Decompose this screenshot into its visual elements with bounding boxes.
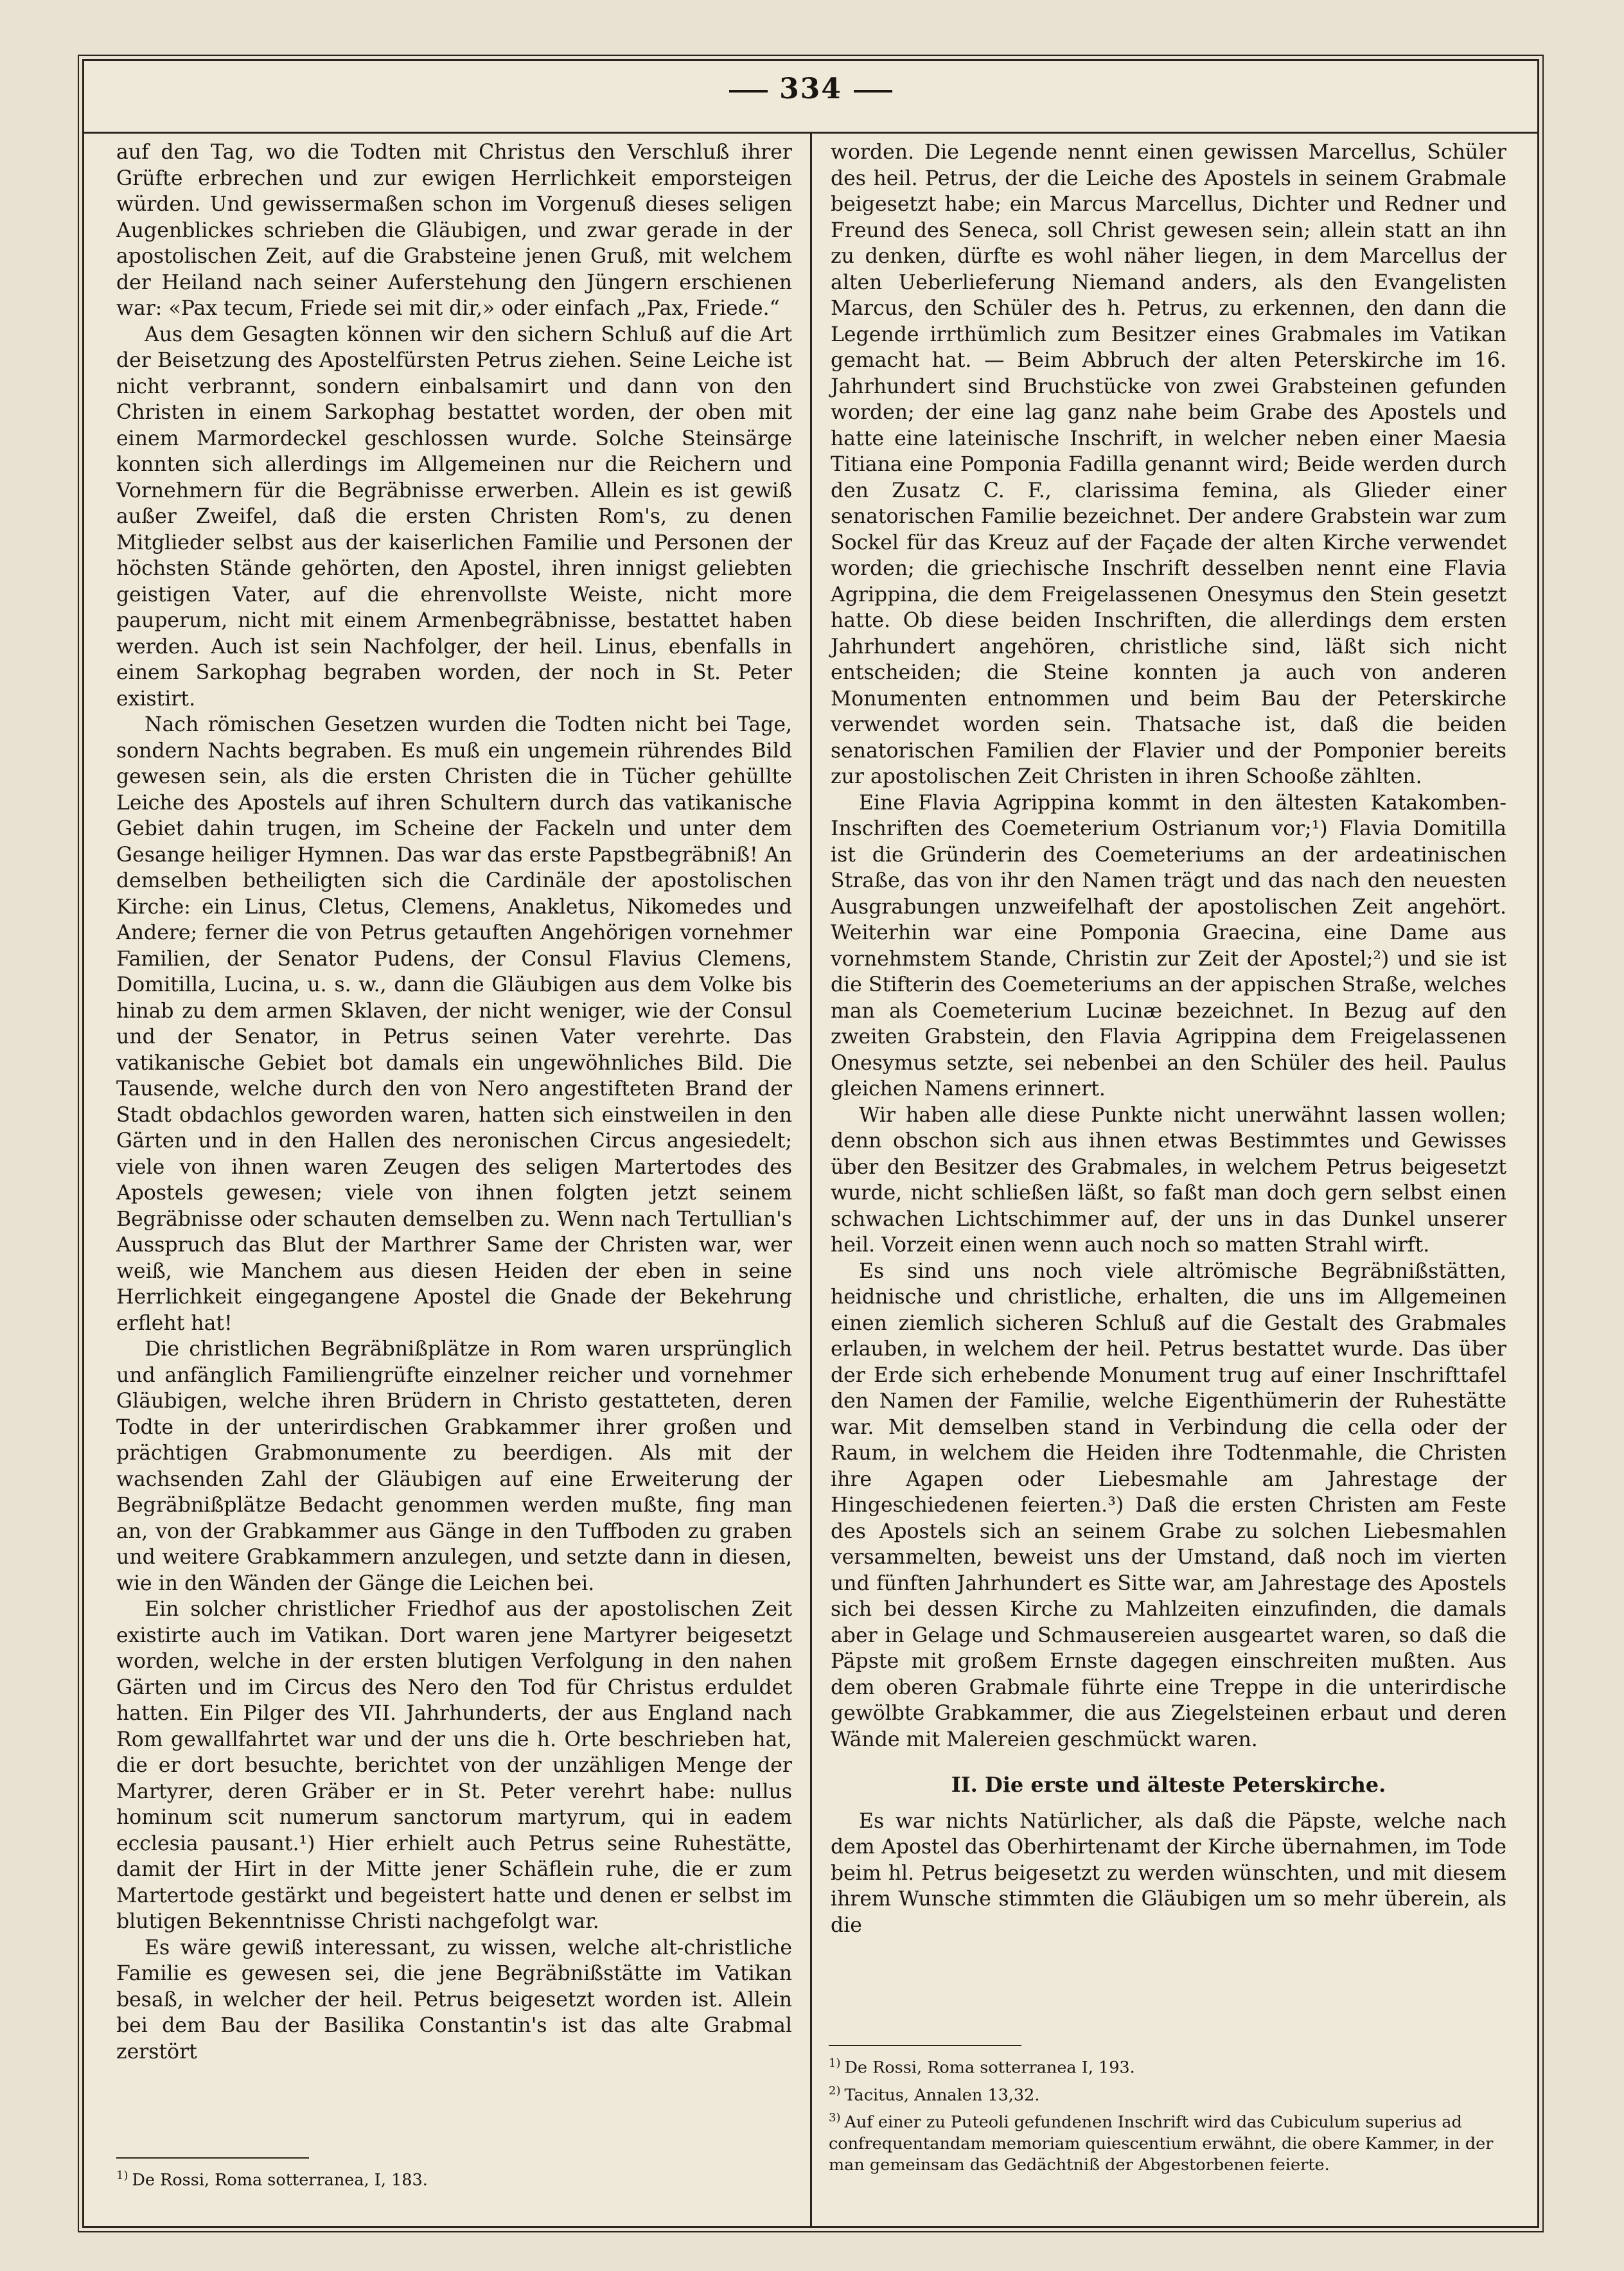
paragraph: Wir haben alle diese Punkte nicht unerwähnt lassen wollen; denn obschon sich aus ihnen etwas Bestimmtes und Gewisses über den Besitzer des Grabmales, in welchem Petrus beigesetzt wurde, nicht schließen läßt, so faßt man doch gern selbst einen schwachen Lichtschimmer auf, der uns in das Dunkel unserer heil. Vorzeit einen wenn auch noch so matten Strahl wirft. [831, 1103, 1506, 1257]
footnote-number: 2) [829, 2083, 841, 2098]
footnote [116, 2165, 792, 2191]
footnote-text: De Rossi, Roma sotterranea I, 193. [844, 2058, 1135, 2078]
footnote-number: 1) [116, 2169, 128, 2182]
header-dash-left [729, 90, 768, 93]
footnote-text: Auf einer zu Puteoli gefundenen Inschrift wird das Cubiculum superius ad confrequentandam memoriam quiescentium erwähnt, die obere Kammer, in der man gemeinsam das Gedächtniß der Abgestorbenen feierte. [829, 2112, 1494, 2175]
left-column [116, 139, 792, 2169]
right-column [831, 139, 1506, 2169]
paragraph: Es war nichts Natürlicher, als daß die Päpste, welche nach dem Apostel das Oberhirtenamt der Kirche übernahmen, im Tode beim hl. Petrus beigesetzt zu werden wünschten, und mit diesem ihrem Wunsche stimmten die Gläubigen um so mehr überein, als die [831, 1809, 1506, 1937]
paragraph: Es sind uns noch viele altrömische Begräbnißstätten, heidnische und christliche, erhalten, die uns im Allgemeinen einen ziemlich sicheren Schluß auf die Gestalt des Grabmales erlauben, in welchem der heil. Petrus bestattet wurde. Das über der Erde sich erhebende Monument trug auf einer Inschrifttafel den Namen der Familie, welche Eigenthümerin der Ruhestätte war. Mit demselben stand in Verbindung die cella oder der Raum, in welchem die Heiden ihre Todtenmahle, die Christen ihre Agapen oder Liebesmahle am Jahrestage der Hingeschiedenen feierten.³) Daß die ersten Christen am Feste des Apostels sich an seinem Grabe zu solchen Liebesmahlen versammelten, beweist uns der Umstand, daß noch im vierten und fünften Jahrhundert es Sitte war, am Jahrestage des Apostels sich bei dessen Kirche zu Mahlzeiten einzufinden, die damals aber in Gelage und Schmausereien ausgeartet waren, so daß die Päpste mit großem Ernste dagegen einschreiten mußten. Aus dem oberen Grabmale führte eine Treppe in die unterirdische gewölbte Grabkammer, die aus Ziegelsteinen erbaut und deren Wände mit Malereien geschmückt waren. [831, 1259, 1506, 1751]
paragraph: auf den Tag, wo die Todten mit Christus den Verschluß ihrer Grüfte erbrechen und zur ewigen Herrlichkeit emporsteigen würden. Und gewissermaßen schon im Vorgenuß dieses seligen Augenblickes schrieben die Gläubigen, und zwar gerade in der apostolischen Zeit, auf die Grabsteine jenen Gruß, mit welchem der Heiland nach seiner Auferstehung den Jüngern erschienen war: «Pax tecum, Friede sei mit dir,» oder einfach „Pax, Friede.“ [116, 141, 792, 320]
footnote [829, 2107, 1505, 2176]
column-divider [810, 134, 812, 2226]
footnote [829, 2053, 1505, 2079]
paragraph: Die christlichen Begräbnißplätze in Rom waren ursprünglich und anfänglich Familiengrüfte einzelner reicher und vornehmer Gläubigen, welche ihren Brüdern in Christo gestatteten, deren Todte in der unterirdischen Grabkammer ihrer großen und prächtigen Grabmonumente zu beerdigen. Als mit der wachsenden Zahl der Gläubigen auf eine Erweiterung der Begräbnißplätze Bedacht genommen werden mußte, fing man an, von der Grabkammer aus Gänge in den Tuffboden zu graben und weitere Grabkammern anzulegen, und setzte dann in diesen, wie in den Wänden der Gänge die Leichen bei. [116, 1338, 792, 1595]
paragraph: Ein solcher christlicher Friedhof aus der apostolischen Zeit existirte auch im Vatikan. Dort waren jene Martyrer beigesetzt worden, welche in der ersten blutigen Verfolgung in den nahen Gärten und im Circus des Nero den Tod für Christus erduldet hatten. Ein Pilger des VII. Jahrhunderts, der aus England nach Rom gewallfahrtet war und der uns die h. Orte beschrieben hat, die er dort besuchte, berichtet von der unzähligen Menge der Martyrer, deren Gräber er in St. Peter verehrt habe: nullus hominum scit numerum sanctorum martyrum, qui in eadem ecclesia pausant.¹) Hier erhielt auch Petrus seine Ruhestätte, damit der Hirt in der Mitte jener Schäflein ruhe, die er zum Martertode gestärkt und begeistert hatte und denen er selbst im blutigen Bekenntnisse Christi nachgefolgt war. [116, 1598, 792, 1933]
page-frame [82, 59, 1539, 2228]
footnote-number: 1) [829, 2056, 841, 2070]
footnote-rule [116, 2157, 309, 2159]
paragraph: Nach römischen Gesetzen wurden die Todten nicht bei Tage, sondern Nachts begraben. Es muß ein ungemein rührendes Bild gewesen sein, als die ersten Christen die in Tücher gehüllte Leiche des Apostels auf ihren Schultern durch das vatikanische Gebiet dahin trugen, im Scheine der Fackeln und unter dem Gesange heiliger Hymnen. Das war das erste Papstbegräbniß! An demselben betheiligten sich die Cardinäle der apostolischen Kirche: ein Linus, Cletus, Clemens, Anakletus, Nikomedes und Andere; ferner die von Petrus getauften Angehörigen vornehmer Familien, der Senator Pudens, der Consul Flavius Clemens, Domitilla, Lucina, u. s. w., dann die Gläubigen aus dem Volke bis hinab zu dem armen Sklaven, der nicht weniger, wie der Consul und der Senator, in Petrus seinen Vater verehrte. Das vatikanische Gebiet bot damals ein ungewöhnliches Bild. Die Tausende, welche durch den von Nero angestifteten Brand der Stadt obdachlos geworden waren, hatten sich einstweilen in den Gärten und in den Hallen des neronischen Circus angesiedelt; viele von ihnen waren Zeugen des seligen Martertodes des Apostels gewesen; viele von ihnen folgten jetzt seinem Begräbnisse oder schauten demselben zu. Wenn nach Tertullian's Ausspruch das Blut der Marthrer Same der Christen war, wer weiß, wie Manchem aus diesen Heiden der eben in seine Herrlichkeit eingegangene Apostel die Gnade der Bekehrung erfleht hat! [116, 713, 792, 1335]
footnote-rule [829, 2045, 1021, 2046]
paragraph: worden. Die Legende nennt einen gewissen Marcellus, Schüler des heil. Petrus, der die Leiche des Apostels in seinem Grabmale beigesetzt habe; ein Marcus Marcellus, Dichter und Redner und Freund des Seneca, soll Christ gewesen sein; allein statt an ihn zu denken, dürfte es wohl näher liegen, in dem Marcellus der alten Ueberlieferung Niemand anders, als den Evangelisten Marcus, den Schüler des h. Petrus, zu erkennen, den dann die Legende irrthümlich zum Besitzer eines Grabmales im Vatikan gemacht hat. — Beim Abbruch der alten Peterskirche im 16. Jahrhundert sind Bruchstücke von zwei Grabsteinen gefunden worden; der eine lag ganz nahe beim Grabe des Apostels und hatte eine lateinische Inschrift, in welcher neben einer Maesia Titiana eine Pomponia Fadilla genannt wird; Beide werden durch den Zusatz C. F., clarissima femina, als Glieder einer senatorischen Familie bezeichnet. Der andere Grabstein war zum Sockel für das Kreuz auf der Façade der alten Kirche verwendet worden; die griechische Inschrift desselben nennt eine Flavia Agrippina, die dem Freigelassenen Onesymus den Stein gesetzt hatte. Ob diese beiden Inschriften, die allerdings dem ersten Jahrhundert angehören, christliche sind, läßt sich nicht entscheiden; die Steine konnten ja auch von anderen Monumenten entnommen und beim Bau der Peterskirche verwendet worden sein. Thatsache ist, daß die beiden senatorischen Familien der Flavier und der Pomponier bereits zur apostolischen Zeit Christen in ihren Schooße zählten. [831, 141, 1506, 788]
footnote-text: De Rossi, Roma sotterranea, I, 183. [132, 2170, 428, 2190]
left-footnotes [116, 2139, 792, 2193]
footnote-text: Tacitus, Annalen 13,32. [844, 2085, 1040, 2105]
footnote [829, 2080, 1505, 2107]
page-number: 334 [779, 73, 842, 105]
page-header [84, 73, 1537, 105]
paragraph: Aus dem Gesagten können wir den sichern Schluß auf die Art der Beisetzung des Apostelfürsten Petrus ziehen. Seine Leiche ist nicht verbrannt, sondern einbalsamirt und dann von den Christen in einem Sarkophag bestattet worden, der oben mit einem Marmordeckel geschlossen wurde. Solche Steinsärge konnten sich allerdings im Allgemeinen nur die Reichern und Vornehmern für die Begräbnisse erwerben. Allein es ist gewiß außer Zweifel, daß die ersten Christen Rom's, zu denen Mitglieder selbst aus der kaiserlichen Familie und Personen der höchsten Stände gehörten, den Apostel, ihren innigst geliebten geistigen Vater, auf die ehrenvollste Weiste, nicht more pauperum, nicht mit einem Armenbegräbnisse, bestattet haben werden. Auch ist sein Nachfolger, der heil. Linus, ebenfalls in einem Sarkophag begraben worden, der noch in St. Peter existirt. [116, 323, 792, 711]
section-heading: II. Die erste und älteste Peterskirche. [951, 1772, 1386, 1797]
paragraph: Es wäre gewiß interessant, zu wissen, welche alt-christliche Familie es gewesen sei, die jene Begräbnißstätte im Vatikan besaß, in welcher der heil. Petrus beigesetzt worden ist. Allein bei dem Bau der Basilika Constantin's ist das alte Grabmal zerstört [116, 1936, 792, 2063]
header-dash-right [854, 90, 892, 93]
right-footnotes [829, 2027, 1505, 2177]
footnote-number: 3) [829, 2111, 841, 2125]
paragraph: Eine Flavia Agrippina kommt in den ältesten Katakomben-Inschriften des Coemeterium Ostrianum vor;¹) Flavia Domitilla ist die Gründerin des Coemeteriums an der ardeatinischen Straße, das von ihr den Namen trägt und das nach den neuesten Ausgrabungen unzweifelhaft der apostolischen Zeit angehört. Weiterhin war eine Pomponia Graecina, eine Dame aus vornehmstem Stande, Christin zur Zeit der Apostel;²) und sie ist die Stifterin des Coemeteriums an der appischen Straße, welches man als Coemeterium Lucinæ bezeichnet. In Bezug auf den zweiten Grabstein, den Flavia Agrippina dem Freigelassenen Onesymus setzte, sei nebenbei an den Schüler des heil. Paulus gleichen Namens erinnert. [831, 791, 1506, 1100]
